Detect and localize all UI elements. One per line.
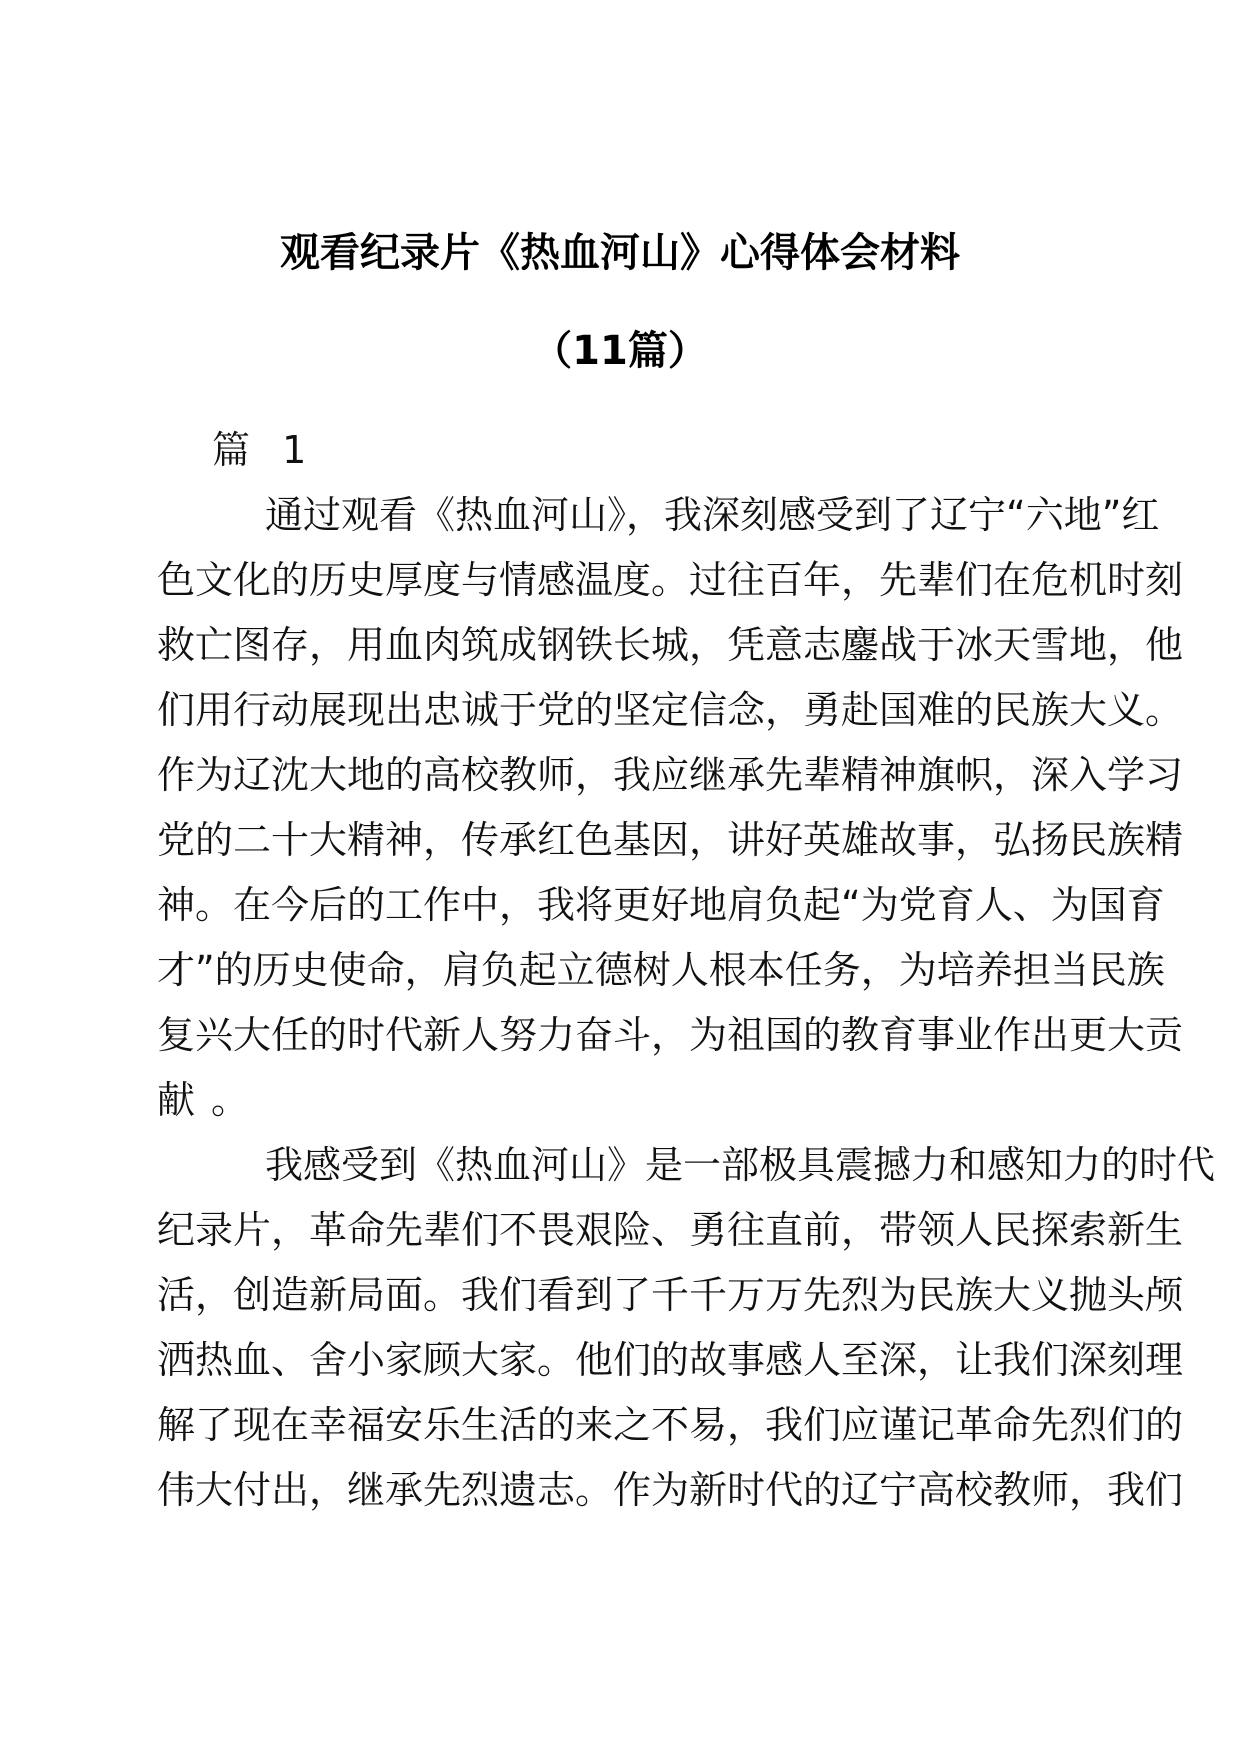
- text-line: 救亡图存，用血肉筑成钢铁长城，凭意志鏖战于冰天雪地，他: [157, 623, 1184, 667]
- document-body: [157, 418, 1216, 1523]
- text-line: 活，创造新局面。我们看到了千千万万先烈为民族大义抛头颅: [157, 1273, 1184, 1317]
- text-line: 色文化的历史厚度与情感温度。过往百年，先辈们在危机时刻: [157, 558, 1184, 602]
- text-line: 们用行动展现出忠诚于党的坚定信念，勇赴国难的民族大义。: [157, 688, 1184, 732]
- text-line: 才”的历史使命，肩负起立德树人根本任务，为培养担当民族: [157, 948, 1165, 992]
- text-line: 神。在今后的工作中，我将更好地肩负起“为党育人、为国育: [157, 883, 1165, 927]
- text-line: 我感受到《热血河山》是一部极具震撼力和感知力的时代: [265, 1143, 1216, 1187]
- paragraph-2: [157, 1133, 1216, 1523]
- document-title: 观看纪录片《热血河山》心得体会材料: [280, 230, 960, 276]
- document-subtitle: （11篇）: [532, 328, 708, 374]
- text-line: 党的二十大精神，传承红色基因，讲好英雄故事，弘扬民族精: [157, 818, 1184, 862]
- text-line: 作为辽沈大地的高校教师，我应继承先辈精神旗帜，深入学习: [157, 753, 1184, 797]
- text-line: 伟大付出，继承先烈遗志。作为新时代的辽宁高校教师，我们: [157, 1468, 1184, 1512]
- text-line: 洒热血、舍小家顾大家。他们的故事感人至深，让我们深刻理: [157, 1338, 1184, 1382]
- text-line: 通过观看《热血河山》，我深刻感受到了辽宁“六地”红: [265, 493, 1160, 537]
- section-heading: 篇 1: [212, 428, 317, 472]
- text-line: 纪录片，革命先辈们不畏艰险、勇往直前，带领人民探索新生: [157, 1208, 1184, 1252]
- text-line: 复兴大任的时代新人努力奋斗，为祖国的教育事业作出更大贡: [157, 1013, 1184, 1057]
- text-line: 解了现在幸福安乐生活的来之不易，我们应谨记革命先烈们的: [157, 1403, 1184, 1447]
- text-line: 献。: [157, 1078, 266, 1122]
- paragraph-1: [157, 483, 1184, 1133]
